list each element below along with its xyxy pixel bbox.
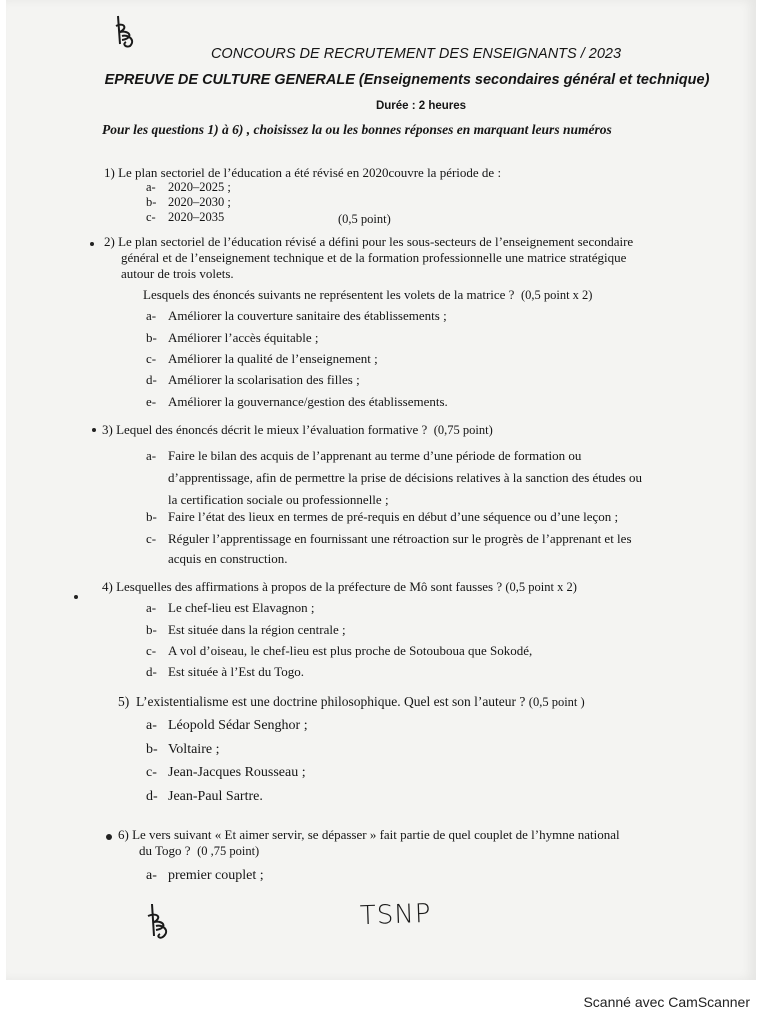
exam-title: CONCOURS DE RECRUTEMENT DES ENSEIGNANTS / 2023 xyxy=(210,46,622,62)
question-6: 6) Le vers suivant « Et aimer servir, se dépasser » fait partie de quel couplet de l’hymne national du Togo ? (0 ,75 point) xyxy=(118,827,620,858)
option-5b: b- Voltaire ; xyxy=(146,742,220,757)
scanner-watermark: Scanné avec CamScanner xyxy=(583,994,750,1010)
option-2d: d- Améliorer la scolarisation des filles ; xyxy=(146,372,360,387)
question-2: 2) Le plan sectoriel de l’éducation révisé a défini pour les sous-secteurs de l’enseignement secondaire général et de l’enseignement technique et de la formation professionnelle une matrice stratégique autour de trois volets. xyxy=(104,234,634,281)
option-2a: a- Améliorer la couverture sanitaire des établissements ; xyxy=(146,308,447,323)
option-5c: c- Jean-Jacques Rousseau ; xyxy=(146,765,306,780)
option-4a: a- Le chef-lieu est Elavagnon ; xyxy=(146,600,315,615)
option-1c: c- 2020–2035 xyxy=(146,210,225,224)
option-6a: a- premier couplet ; xyxy=(146,868,264,883)
option-5d: d- Jean-Paul Sartre. xyxy=(146,789,263,804)
bullet-mark xyxy=(90,242,94,246)
scanned-page xyxy=(6,0,756,980)
bullet-mark xyxy=(106,834,112,840)
instructions: Pour les questions 1) à 6) , choisissez la ou les bonnes réponses en marquant leurs numéros xyxy=(102,122,612,137)
option-5a: a- Léopold Sédar Senghor ; xyxy=(146,718,308,733)
option-3a: a- Faire le bilan des acquis de l’apprenant au terme d’une période de formation ou d’apprentissage, afin de permettre la prise de décisions relatives à la sanction des études ou la certification sociale ou professionnelle ; xyxy=(146,448,642,507)
question-1 xyxy=(104,165,704,181)
bullet-mark xyxy=(92,428,96,432)
signature-bottom xyxy=(142,902,176,942)
option-1a: a- 2020–2025 ; xyxy=(146,180,231,194)
option-4d: d- Est située à l’Est du Togo. xyxy=(146,664,305,679)
bullet-mark xyxy=(74,595,78,599)
question-text: Le plan sectoriel de l’éducation a été révisé en 2020couvre la période de : xyxy=(118,165,502,180)
option-2e: e- Améliorer la gouvernance/gestion des établissements. xyxy=(146,394,448,409)
question-3: 3) Lequel des énoncés décrit le mieux l’évaluation formative ? (0,75 point) xyxy=(102,422,493,437)
question-4: 4) Lesquelles des affirmations à propos de la préfecture de Mô sont fausses ? (0,5 point x 2) xyxy=(102,579,577,594)
option-3c: c- Réguler l’apprentissage en fournissant une rétroaction sur le progrès de l’apprenant et les acquis en construction. xyxy=(146,531,632,566)
points-1: (0,5 point) xyxy=(338,212,391,226)
signature-top xyxy=(110,14,144,50)
question-2-sub: Lesquels des énoncés suivants ne représentent les volets de la matrice ? (0,5 point x 2) xyxy=(143,287,593,302)
option-2c: c- Améliorer la qualité de l’enseignement ; xyxy=(146,351,378,366)
exam-subtitle: EPREUVE DE CULTURE GENERALE (Enseignements secondaires général et technique) xyxy=(104,72,710,88)
option-4b: b- Est située dans la région centrale ; xyxy=(146,622,346,637)
question-number: 1) xyxy=(104,165,115,180)
handwritten-initials: TSNP xyxy=(359,898,433,932)
question-5: 5) L’existentialisme est une doctrine philosophique. Quel est son l’auteur ? (0,5 point ) xyxy=(118,694,585,709)
option-1b: b- 2020–2030 ; xyxy=(146,195,231,209)
exam-duration: Durée : 2 heures xyxy=(375,100,467,112)
option-4c: c- A vol d’oiseau, le chef-lieu est plus proche de Sotouboua que Sokodé, xyxy=(146,643,533,658)
option-3b: b- Faire l’état des lieux en termes de pré-requis en début d’une séquence ou d’une leçon ; xyxy=(146,509,619,524)
option-2b: b- Améliorer l’accès équitable ; xyxy=(146,330,319,345)
